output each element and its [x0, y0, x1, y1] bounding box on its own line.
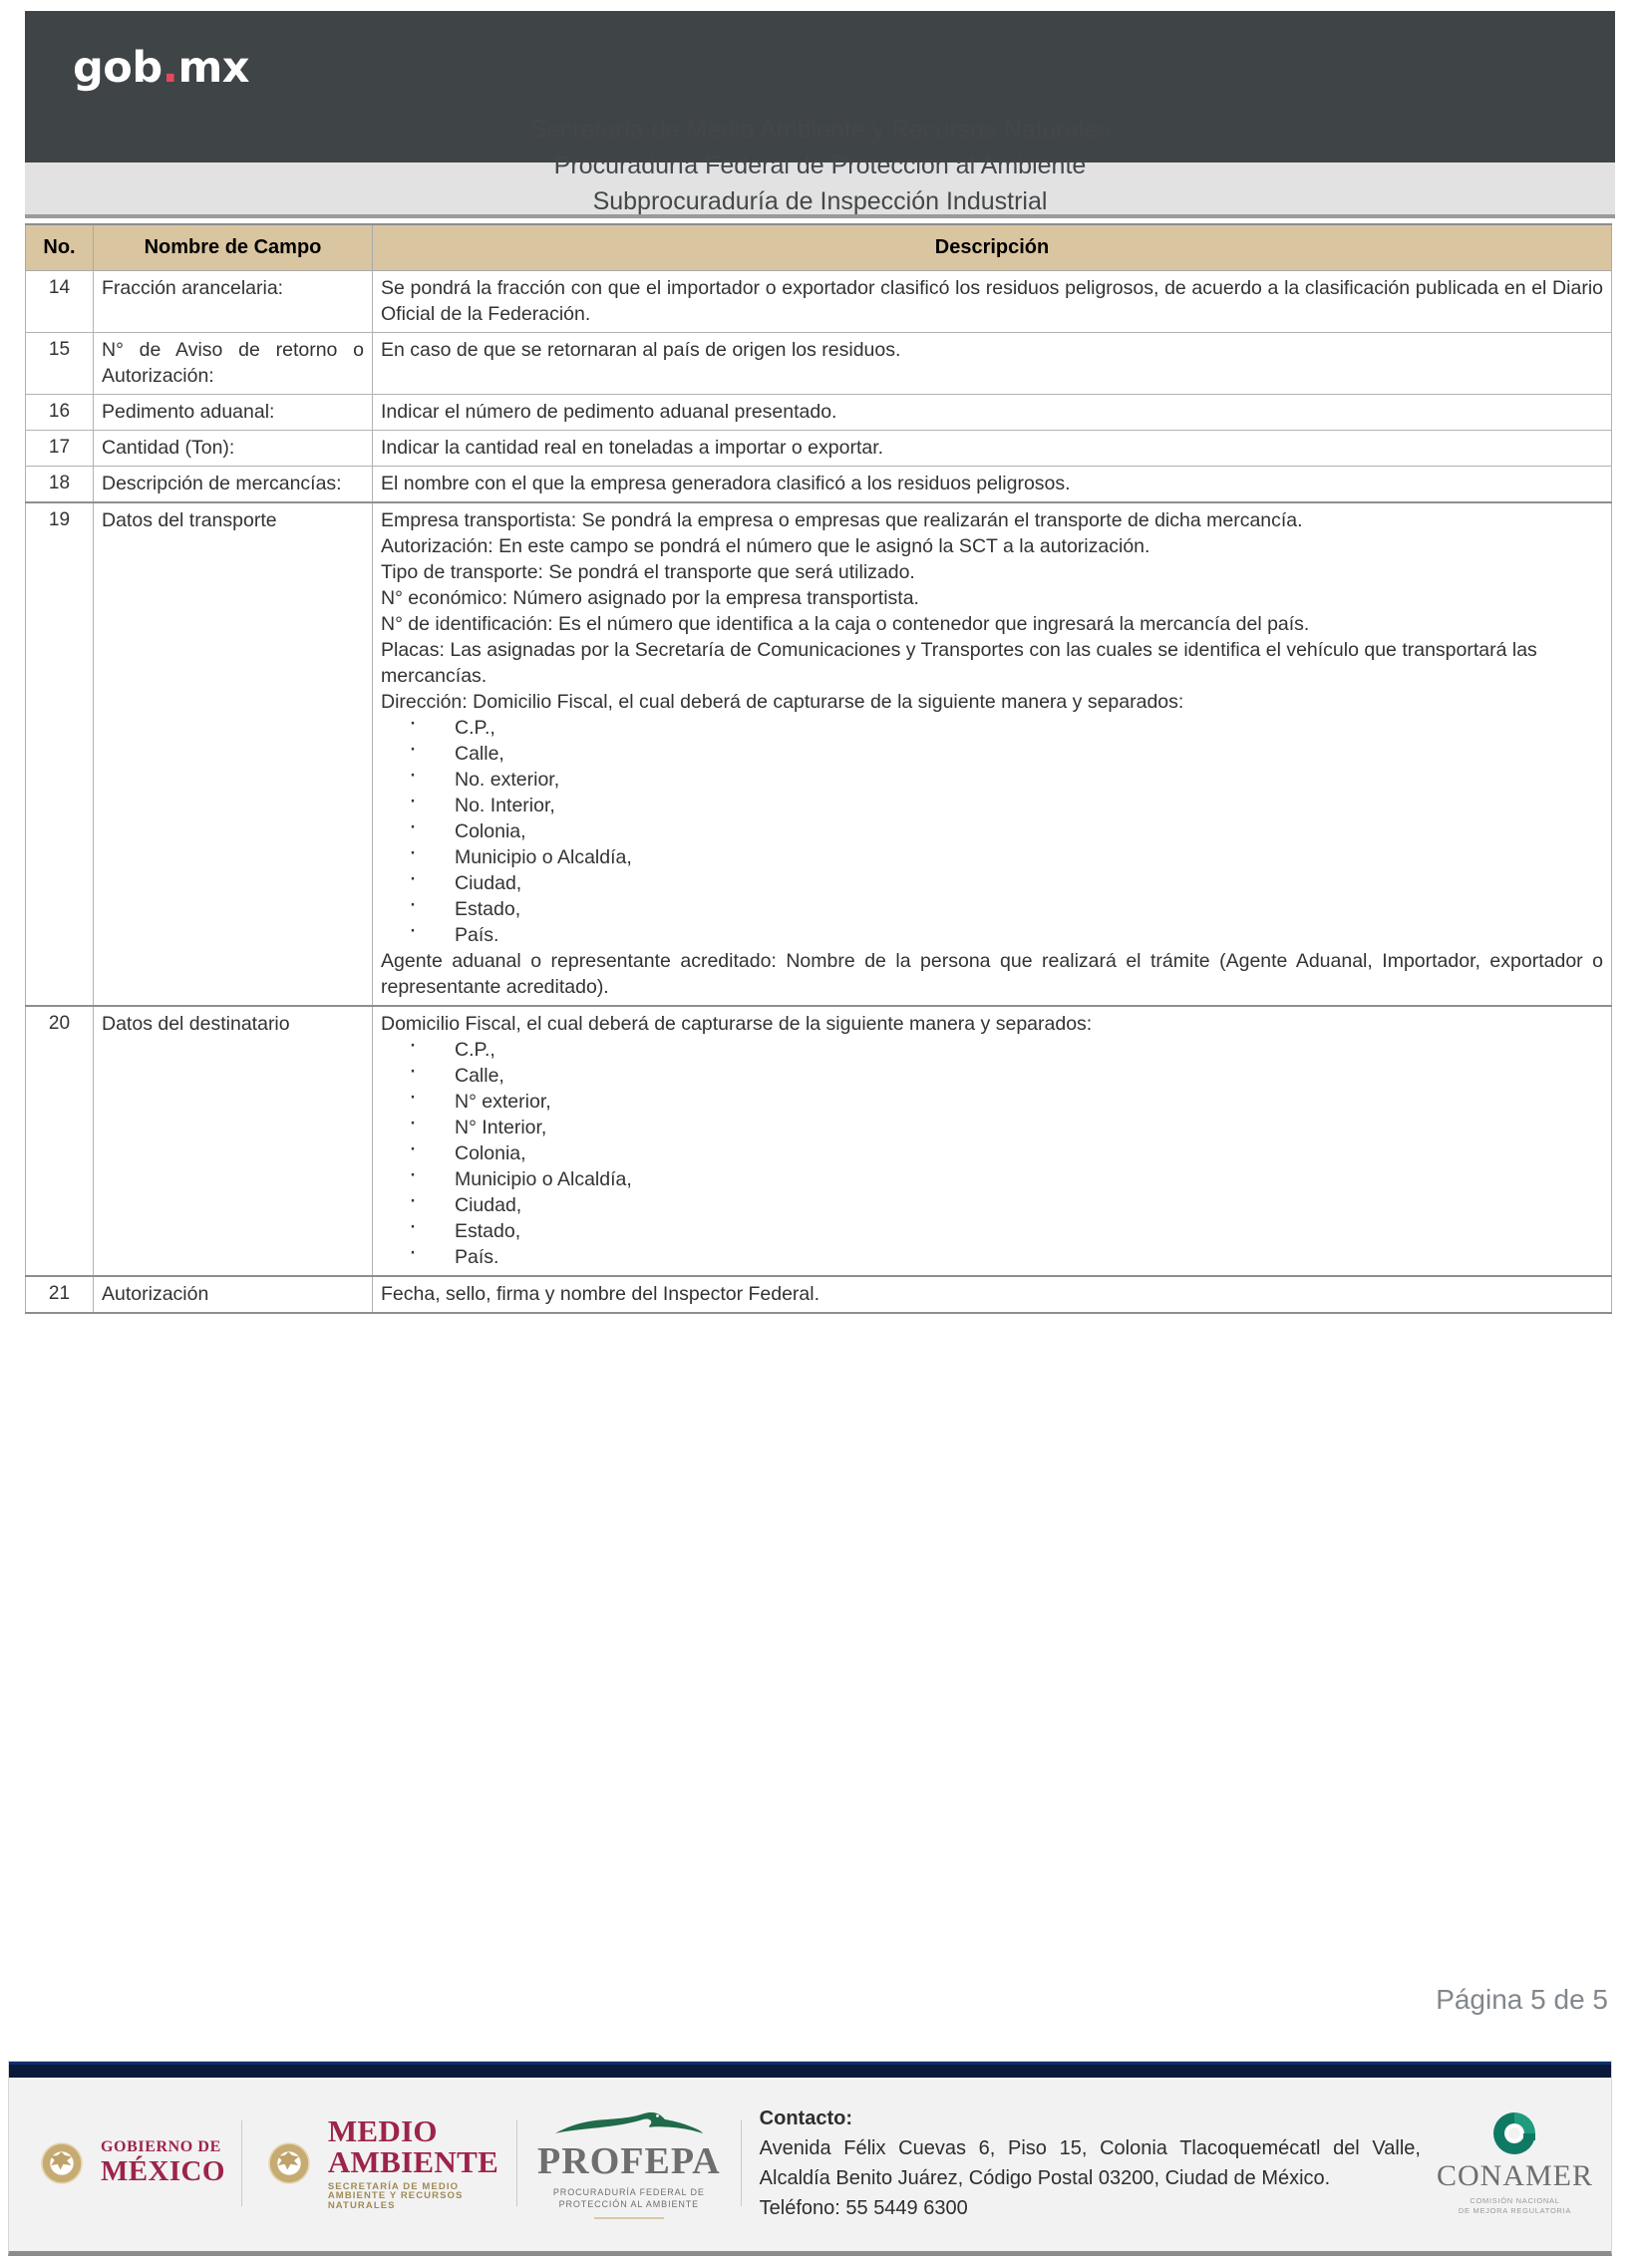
page-number: Página 5 de 5	[1436, 1984, 1608, 2015]
description-paragraph: Indicar la cantidad real en toneladas a importar o exportar.	[381, 437, 884, 459]
description-paragraph: Autorización: En este campo se pondrá el número que le asignó la SCT a la autorización.	[381, 535, 1150, 557]
row-number: 18	[26, 467, 94, 503]
mexican-eagle-seal-icon	[33, 2134, 91, 2192]
list-item: · Municipio o Alcaldía,	[381, 1166, 1603, 1192]
description-paragraph: En caso de que se retornaran al país de origen los residuos.	[381, 339, 901, 361]
description-paragraph: Placas: Las asignadas por la Secretaría de Comunicaciones y Transportes con las cuales se identifica el vehículo que transportará las mercancías.	[381, 639, 1537, 687]
table-row	[26, 502, 1612, 1006]
conamer-sub-line1: COMISIÓN NACIONAL	[1470, 2196, 1560, 2205]
gobmx-logo-main: gob	[73, 43, 163, 93]
list-item: · País.	[381, 922, 1603, 948]
field-description-table	[25, 223, 1612, 1314]
gobmx-logo	[73, 43, 249, 93]
table-row	[26, 467, 1612, 503]
gobierno-logo-line2: MÉXICO	[101, 2155, 225, 2187]
table-header-row	[26, 224, 1612, 271]
row-description	[373, 502, 1612, 1006]
column-header-no: No.	[26, 224, 94, 271]
conamer-logo	[1437, 2075, 1611, 2251]
list-item: · Ciudad,	[381, 870, 1603, 896]
row-field-name: Fracción arancelaria:	[94, 271, 373, 333]
contact-label: Contacto:	[759, 2106, 852, 2129]
table-row	[26, 431, 1612, 467]
row-field-name: Datos del transporte	[94, 502, 373, 1006]
row-description	[373, 431, 1612, 467]
contact-address: Avenida Félix Cuevas 6, Piso 15, Colonia Tlacoquemécatl del Valle, Alcaldía Benito Juárez, Código Postal 03200, Ciudad de México.	[759, 2136, 1421, 2189]
description-paragraph: Se pondrá la fracción con que el importador o exportador clasificó los residuos peligrosos, de acuerdo a la clasificación publicada en el Diario Oficial de la Federación.	[381, 277, 1603, 325]
description-paragraph: Empresa transportista: Se pondrá la empresa o empresas que realizarán el transporte de dicha mercancía.	[381, 509, 1303, 531]
row-field-name: Datos del destinatario	[94, 1006, 373, 1276]
row-description	[373, 1276, 1612, 1313]
footer-content	[9, 2075, 1611, 2251]
address-bullet-list	[381, 1037, 1603, 1270]
row-number: 17	[26, 431, 94, 467]
row-number: 15	[26, 333, 94, 395]
column-header-nombre-de-campo: Nombre de Campo	[94, 224, 373, 271]
title-line-2: Procuraduría Federal de Protección al Ambiente	[553, 152, 1087, 179]
document-title	[25, 112, 1615, 219]
list-item: · Colonia,	[381, 818, 1603, 844]
contact-block	[742, 2104, 1437, 2223]
row-field-name: Pedimento aduanal:	[94, 395, 373, 431]
table-row	[26, 1276, 1612, 1313]
title-line-3: Subprocuraduría de Inspección Industrial	[592, 187, 1048, 215]
gobierno-logo-line1: GOBIERNO DE	[101, 2138, 221, 2155]
list-item: · Estado,	[381, 896, 1603, 922]
title-line-1: Secretaría de Medio Ambiente y Recursos Naturales	[529, 116, 1111, 144]
description-paragraph: El nombre con el que la empresa generadora clasificó a los residuos peligrosos.	[381, 473, 1071, 494]
address-bullet-list	[381, 715, 1603, 948]
table-row	[26, 333, 1612, 395]
list-item: · No. exterior,	[381, 767, 1603, 793]
row-number: 21	[26, 1276, 94, 1313]
profepa-wordmark: PROFEPA	[537, 2139, 721, 2182]
description-paragraph: Fecha, sello, firma y nombre del Inspector Federal.	[381, 1283, 820, 1305]
list-item: · C.P.,	[381, 1037, 1603, 1063]
row-number: 14	[26, 271, 94, 333]
description-paragraph: Tipo de transporte: Se pondrá el transporte que será utilizado.	[381, 561, 915, 583]
conamer-mark-icon	[1490, 2109, 1538, 2157]
gobmx-logo-suffix: mx	[177, 43, 249, 93]
list-item: · País.	[381, 1244, 1603, 1270]
description-paragraph: Dirección: Domicilio Fiscal, el cual deberá de capturarse de la siguiente manera y separados:	[381, 691, 1184, 713]
table-header	[26, 224, 1612, 271]
row-description	[373, 467, 1612, 503]
conamer-sub-line2: DE MEJORA REGULATORIA	[1458, 2206, 1572, 2215]
table-row	[26, 1006, 1612, 1276]
profepa-sub-line2: PROTECCIÓN AL AMBIENTE	[558, 2198, 700, 2209]
row-description	[373, 395, 1612, 431]
table-row	[26, 395, 1612, 431]
gobmx-logo-dot: .	[162, 43, 178, 93]
list-item: · Ciudad,	[381, 1192, 1603, 1218]
description-paragraph: Domicilio Fiscal, el cual deberá de capturarse de la siguiente manera y separados:	[381, 1013, 1093, 1035]
description-paragraph: Indicar el número de pedimento aduanal presentado.	[381, 401, 837, 423]
profepa-underline	[594, 2217, 664, 2219]
profepa-sub-line1: PROCURADURÍA FEDERAL DE	[552, 2186, 705, 2197]
row-description	[373, 333, 1612, 395]
row-number: 16	[26, 395, 94, 431]
list-item: · Estado,	[381, 1218, 1603, 1244]
list-item: · No. Interior,	[381, 793, 1603, 818]
profepa-bird-icon	[553, 2107, 705, 2141]
medio-ambiente-logo	[242, 2075, 516, 2251]
list-item: · Municipio o Alcaldía,	[381, 844, 1603, 870]
medio-logo-line2: SECRETARÍA DE MEDIO AMBIENTE Y RECURSOS NATURALES	[327, 2180, 464, 2211]
contact-phone: Teléfono: 55 5449 6300	[759, 2196, 968, 2219]
mexican-eagle-seal-icon	[260, 2134, 318, 2192]
row-description	[373, 1006, 1612, 1276]
conamer-wordmark: CONAMER	[1436, 2159, 1593, 2192]
table-body	[26, 271, 1612, 1314]
table-row	[26, 271, 1612, 333]
list-item: · Calle,	[381, 741, 1603, 767]
column-header-descripcion: Descripción	[373, 224, 1612, 271]
gobierno-de-mexico-logo	[9, 2075, 241, 2251]
row-field-name: Descripción de mercancías:	[94, 467, 373, 503]
list-item: · Calle,	[381, 1063, 1603, 1089]
row-field-name: Cantidad (Ton):	[94, 431, 373, 467]
description-paragraph: N° de identificación: Es el número que identifica a la caja o contenedor que ingresará la mercancía del país.	[381, 613, 1310, 635]
row-field-name: Autorización	[94, 1276, 373, 1313]
row-number: 20	[26, 1006, 94, 1276]
description-closing-paragraph: Agente aduanal o representante acreditado: Nombre de la persona que realizará el trámite (Agente Aduanal, Importador, exportador o representante acreditado).	[381, 950, 1603, 998]
description-paragraph: N° económico: Número asignado por la empresa transportista.	[381, 587, 919, 609]
row-number: 19	[26, 502, 94, 1006]
list-item: · N° exterior,	[381, 1089, 1603, 1115]
row-field-name: N° de Aviso de retorno o Autorización:	[94, 333, 373, 395]
footer	[8, 2061, 1612, 2256]
medio-logo-line1: MEDIO AMBIENTE	[327, 2112, 499, 2179]
list-item: · N° Interior,	[381, 1115, 1603, 1140]
list-item: · C.P.,	[381, 715, 1603, 741]
list-item: · Colonia,	[381, 1140, 1603, 1166]
profepa-logo	[517, 2075, 741, 2251]
row-description	[373, 271, 1612, 333]
